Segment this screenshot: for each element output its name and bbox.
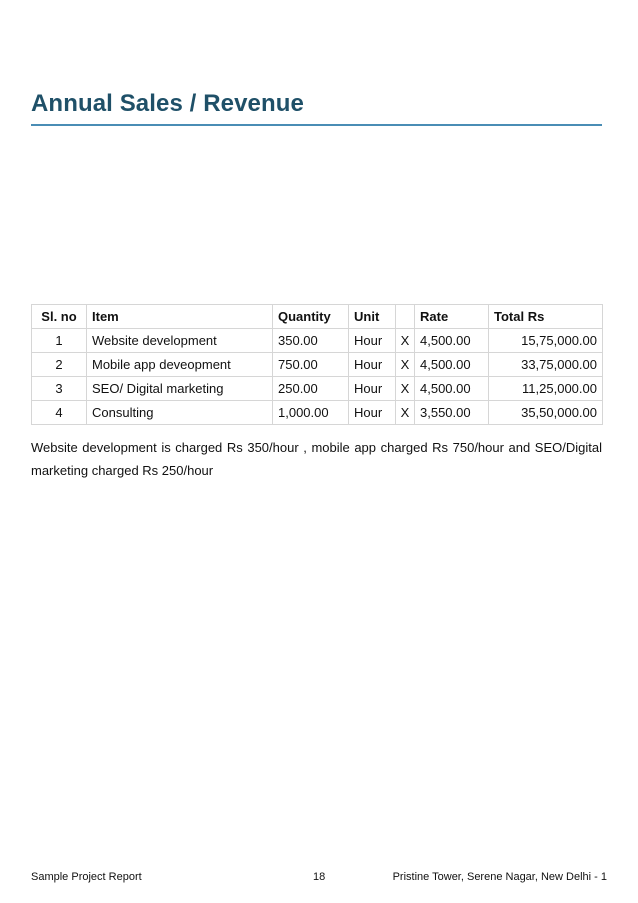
footer-address: Pristine Tower, Serene Nagar, New Delhi - 1 [392,871,607,883]
cell-total: 15,75,000.00 [489,329,603,353]
header-item: Item [87,305,273,329]
page-footer [31,871,607,885]
page-title: Annual Sales / Revenue [31,90,304,117]
title-divider [31,124,602,126]
cell-slno: 2 [32,353,87,377]
pricing-note: Website development is charged Rs 350/hour , mobile app charged Rs 750/hour and SEO/Digital marketing charged Rs 250/hour [31,440,602,478]
cell-multiplier: X [396,401,415,425]
header-slno: Sl. no [32,305,87,329]
table-row [32,377,603,401]
cell-item: SEO/ Digital marketing [87,377,273,401]
cell-total: 35,50,000.00 [489,401,603,425]
cell-rate: 4,500.00 [415,329,489,353]
cell-unit: Hour [349,401,396,425]
header-total: Total Rs [489,305,603,329]
cell-total: 11,25,000.00 [489,377,603,401]
cell-item: Website development [87,329,273,353]
cell-multiplier: X [396,329,415,353]
table-row [32,329,603,353]
header-unit: Unit [349,305,396,329]
cell-unit: Hour [349,353,396,377]
cell-item: Consulting [87,401,273,425]
footer-report-name: Sample Project Report [31,871,142,883]
cell-slno: 4 [32,401,87,425]
header-multiplier [396,305,415,329]
table-header-row [32,305,603,329]
cell-item: Mobile app deveopment [87,353,273,377]
table-row [32,353,603,377]
cell-multiplier: X [396,353,415,377]
cell-slno: 3 [32,377,87,401]
header-rate: Rate [415,305,489,329]
sales-revenue-table [31,304,603,425]
cell-quantity: 350.00 [273,329,349,353]
cell-quantity: 1,000.00 [273,401,349,425]
cell-quantity: 250.00 [273,377,349,401]
header-quantity: Quantity [273,305,349,329]
cell-multiplier: X [396,377,415,401]
cell-unit: Hour [349,377,396,401]
table-row [32,401,603,425]
cell-rate: 4,500.00 [415,353,489,377]
footer-page-number: 18 [313,871,326,883]
cell-quantity: 750.00 [273,353,349,377]
cell-rate: 3,550.00 [415,401,489,425]
cell-total: 33,75,000.00 [489,353,603,377]
cell-rate: 4,500.00 [415,377,489,401]
cell-unit: Hour [349,329,396,353]
cell-slno: 1 [32,329,87,353]
